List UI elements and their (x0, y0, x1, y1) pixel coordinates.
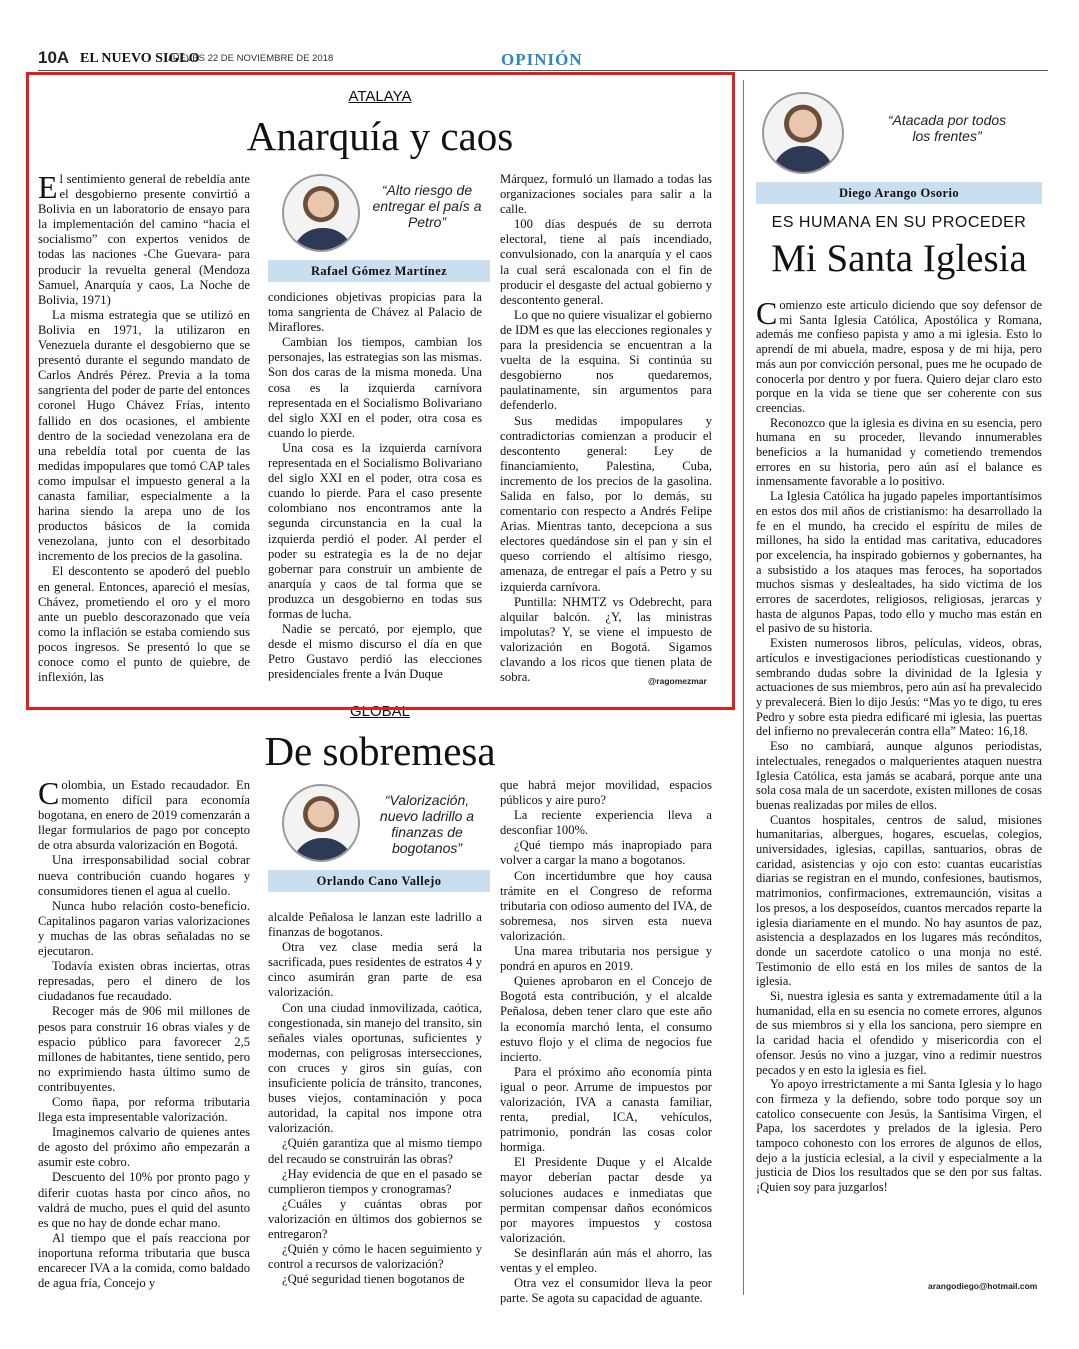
article2-author-name: Orlando Cano Vallejo (268, 870, 490, 892)
article2-paragraph: Descuento del 10% por pronto pago y diferir cuotas hasta por cinco años, no valdrá de mucho, pues el quid del asunto es que no hay de donde echar mano. (38, 1170, 250, 1230)
author-photo-icon (282, 784, 360, 862)
article2-paragraph: Como ñapa, por reforma tributaria llega esta impresentable valorización. (38, 1094, 250, 1125)
article2-paragraph: ¿Qué tiempo más inapropiado para volver a cargar la mano a bogotanos. (500, 838, 712, 868)
article1-pull-quote: “Alto riesgo de entregar el país a Petro” (372, 182, 482, 230)
article1-paragraph: Márquez, formuló un llamado a todas las organizaciones sociales para salir a la calle. (500, 172, 712, 217)
article1-paragraph: Cambian los tiempos, cambian los personajes, las estrategias son las mismas. Son dos caras de la misma moneda. Una cosa es la izquierda carnívora representada en el Socialismo Bolivariano del siglo XXI en el poder, otra cosa es cuando lo pierde. (268, 335, 482, 440)
article2-paragraph: La reciente experiencia lleva a desconfiar 100%. (500, 808, 712, 838)
article2-paragraph: ¿Quién y cómo le hacen seguimiento y control a recursos de valorización? (268, 1242, 482, 1272)
page-number: 10A (38, 48, 70, 67)
article2-paragraph: El Presidente Duque y el Alcalde mayor deberían pactar desde ya soluciones audaces e inmediatas que permitan compensar daños económicos por mayores impuestos y costosa valorización. (500, 1155, 712, 1245)
article2-paragraph: Se desinflarán aún más el ahorro, las ventas y el empleo. (500, 1245, 712, 1275)
article3-paragraph: La Iglesia Católica ha jugado papeles importantísimos en estos dos mil años de cristianismo: ha desarrollado la fe en el mundo, ha crecido el espíritu de miles de millones, ha sido la entidad mas caritativa, educadores por excelencia, ha inspirado gobiernos y gobernantes, ha a subsistido a los ataques mas feroces, ha soportados muchos sismas y deslealtades, ha sido victima de los errores de sacerdotes, religiosos, religiosas, jerarcas y hasta de algunos Papas, todo ello y mucho mas están en el pasivo de su historia. (756, 489, 1042, 636)
newspaper-name: EL NUEVO SIGLO (80, 51, 200, 66)
article2-paragraph: Otra vez el consumidor lleva la peor parte. Se agota su capacidad de aguante. (500, 1276, 712, 1306)
article3-paragraph: Existen numerosos libros, películas, videos, obras, artículos e investigaciones periodísticas cuestionando y sembrando dudas sobre la divinidad de la Iglesia y actuaciones de sus miembros, pero aún así ha prevalecido y prevalecerá. Bien lo dijo Jesús: “Mas yo te digo, tu eres Pedro y sobre esta piedra edificaré mi iglesia, las puertas del infierno no prevalecerán contra ella” Mateo: 16,18. (756, 636, 1042, 739)
masthead-rule (38, 70, 1048, 71)
article3-author-name: Diego Arango Osorio (756, 182, 1042, 204)
article3-paragraph: Cuantos hospitales, centros de salud, misiones humanitarias, albergues, hogares, escuelas, colegios, universidades, iglesias, capillas, santuarios, obras de caridad, asistencias y ojo con esto: cuantas eucaristías diarias se registran en el mundo, confesiones, bautismos, matrimonios, confirmaciones, extremaunción, visitas a los presos, a los desposeídos, cuantos mercados reparte la iglesia diariamente en el mundo. No hay asuntos de paz, asistencia a desplazados en los lugares más recónditos, donde un sacerdote catolico o una monja no esté. Testimonio de ello está en los miles de santos de la iglesia. (756, 812, 1042, 989)
article2-paragraph: Para el próximo año economía pinta igual o peor. Arrume de impuestos por valorización, IVA a canasta familiar, renta, predial, ICA, vehículos, patrimonio, pondrán las cosas color hormiga. (500, 1064, 712, 1155)
author-photo-icon (282, 174, 360, 252)
article2-paragraph: Nunca hubo relación costo-beneficio. Capitalinos pagaron varias valorizaciones y muchas de las obras señaladas no se ejecutaron. (38, 898, 250, 959)
article1-paragraph: El descontento se apoderó del pueblo en general. Entonces, apareció el mesías, Chávez, prometiendo el oro y el moro ante un pueblo descorazonado que veía como la inflación se estaba comiendo sus pocos ingresos. Se presentó lo que se conoce como el punto de quiebre, de inflexión, las (38, 564, 250, 685)
article1-paragraph: Lo que no quiere visualizar el gobierno de IDM es que las elecciones regionales y para la presidencia se encuentran a la vuelta de la esquina. Si continúa su desgobierno nos quedaremos, paulatinamente, sin argumentos para defenderlo. (500, 307, 712, 413)
article1-paragraph: Una cosa es la izquierda carnívora representada en el Socialismo Bolivariano del siglo XXI en el poder, otra cosa es cuando lo pierde. Para el caso presente colombiano nos encontramos ante la segunda circunstancia en la cual la izquierda perdió el poder. Al perder el poder su estrategia es la de no dejar gobernar para construir un ambiente de anarquía y caos de tal forma que se produzca un desgobierno en todas sus formas de lucha. (268, 440, 482, 621)
issue-date: JUEVES 22 DE NOVIEMBRE DE 2018 (168, 53, 334, 64)
article2-kicker: GLOBAL (349, 703, 411, 720)
article2-paragraph: Una irresponsabilidad social cobrar nueva contribución cuando hogares y consumidores tienen el agua al cuello. (38, 853, 250, 898)
article1-signature: @ragomezmar (648, 676, 707, 686)
article1-paragraph: Sus medidas impopulares y contradictorias comienzan a producir el descontento general: Ley de financiamiento, Palestina, Cuba, incremento de los precios de la gasolina. Salida en falso, por lo demás, su comentario con respecto a Andrés Felipe Arias. Mientras tanto, decepciona a sus electores quedándose sin el pan y sin el queso corriendo el altísimo riesgo, amenaza, de entregar el país a Petro y su izquierda carnívora. (500, 413, 712, 594)
article1-paragraph: Puntilla: NHMTZ vs Odebrecht, para alquilar balcón. ¿Y, las ministras impolutas? Y, se viene el impuesto de valorización en Bogotá. Sigamos clavando a los ricos que tienen plata de sobra. (500, 594, 712, 685)
article2-paragraph: Todavía existen obras inciertas, otras represadas, pero el dinero de los ciudadanos fue recaudado. (38, 959, 250, 1004)
article1-author-name: Rafael Gómez Martínez (268, 260, 490, 282)
article3-paragraph: Si, nuestra iglesia es santa y extremadamente útil a la humanidad, ella en su esencia no comete errores, algunos de sus miembros si y ella los sanciona, pero siempre en la caridad hacia el ofendido y misericordia con el ofensor. Jesús no vino a juzgar, vino a redimir nuestros pecados y en esto la iglesia es fiel. (756, 989, 1042, 1077)
article2-paragraph: Imaginemos calvario de quienes antes de agosto del próximo año empezarán a asumir este cobro. (38, 1125, 250, 1170)
article1-column-3 (500, 172, 712, 685)
article3-paragraph: Reconozco que la iglesia es divina en su esencia, pero humana en su proceder, llevando innumerables beneficios a la humanidad y cometiendo tremendos errores en su historia, pero aún así el balance es inmensamente favorable a lo positivo. (756, 415, 1042, 489)
dropcap: C (756, 295, 778, 331)
article2-paragraph: ¿Hay evidencia de que en el pasado se cumplieron tiempos y cronogramas? (268, 1166, 482, 1196)
article2-paragraph: que habrá mejor movilidad, espacios públicos y aire puro? (500, 778, 712, 808)
article1-column-2 (268, 290, 482, 682)
article3-paragraph: Eso no cambiará, aunque algunos periodistas, intelectuales, renegados o malquerientes ataquen nuestra Iglesia Católica, esta jamás se acabará, porque ante una sola cosa mala de un sacerdote, existen millones de cosas buenas realizadas por miles de ellos. (756, 739, 1042, 812)
author-photo-icon (762, 92, 844, 174)
article2-paragraph: Una marea tributaria nos persigue y pondrá en apuros en 2019. (500, 944, 712, 974)
article2-pull-quote: “Valorización, nuevo ladrillo a finanzas de bogotanos” (379, 792, 475, 856)
article2-author-box (268, 782, 490, 892)
column-divider (743, 80, 744, 1295)
article2-paragraph: Recoger más de 906 mil millones de pesos para construir 16 obras viales y de espacio público para favorecer 2,5 millones de habitantes, tiene sentido, pero no exprimiendo hasta último sumo de contribuyentes. (38, 1004, 250, 1094)
article2-paragraph: Con una ciudad inmovilizada, caótica, congestionada, sin manejo del transito, sin señales viales oportunas, suficientes y modernas, con peligrosas intersecciones, con cruces y giros sin guías, con insuficiente policía de tránsito, trancones, buses viejos, contaminación y poca autoridad, la capital nos impone otra valorización. (268, 1000, 482, 1136)
article1-paragraph: Nadie se percató, por ejemplo, que desde el mismo discurso el día en que Petro Gustavo perdió las elecciones presidenciales frente a Iván Duque (268, 622, 482, 682)
article2-paragraph: Quienes aprobaron en el Concejo de Bogotá esta contribución, y el alcalde Peñalosa, deben tener claro que este año la economía marchó lenta, el consumo estuvo flojo y el clima de negocios fue incierto. (500, 974, 712, 1064)
article2-paragraph: ¿Cuáles y cuántas obras por valorización en últimos dos gobiernos se entregaron? (268, 1196, 482, 1241)
article3-paragraph: Yo apoyo irrestrictamente a mi Santa Iglesia y lo hago con firmeza y la defiendo, sobre todo porque soy un catolico consecuente con Jesús, la Santísima Virgen, el Papa, los sacerdotes y prelados de la iglesia. Pero tampoco cohonesto con los errores de algunos de ellos, dejo a la justicia eclesial, a la civil y especialmente a la justicia de Dios los resultados que se den por sus faltas. ¡Quien soy para juzgarlos! (756, 1077, 1042, 1195)
article2-column-1 (38, 775, 250, 1291)
article1-column-1 (38, 169, 250, 685)
article3-title: Mi Santa Iglesia (771, 237, 1027, 280)
article1-author-box (268, 172, 490, 282)
article2-paragraph: Con incertidumbre que hoy causa trámite en el Congreso de reforma tributaria con odioso aumento del IVA, de sobremesa, nos sirven esta nueva valorización. (500, 868, 712, 943)
article3-paragraph: Comienzo este articulo diciendo que soy defensor de mi Santa Iglesia Católica, Apostólica y Romana, además me confieso papista y amo a mi iglesia. Esto lo aprendí de mi abuela, madre, esposa y de mi hija, pero más aun por convicción personal, pues me he ocupado de conocerla por dentro y por fuera. Quiero dejar claro esto porque en la vida se tiene que ser coherente con sus creencias. (756, 295, 1042, 415)
article3-body (756, 295, 1042, 1195)
article2-column-2 (268, 910, 482, 1287)
article2-column-3 (500, 778, 712, 1306)
article3-kicker: ES HUMANA EN SU PROCEDER (771, 214, 1027, 231)
article2-paragraph: alcalde Peñalosa le lanzan este ladrillo a finanzas de bogotanos. (268, 910, 482, 940)
article3-author-box (756, 86, 1042, 206)
article1-paragraph: La misma estrategia que se utilizó en Bolivia en 1971, la utilizaron en Venezuela durante el desgobierno que se presentó durante el segundo mandato de Carlos Andrés Pérez. Previa a la toma sangrienta del poder de parte del entonces coronel Hugo Chávez Frías, intento fallido en dos ocasiones, el ambiente dentro de la sociedad venezolana era de una rebeldía total por cuenta de las medidas impopulares que tomó CAP tales como impulsar el impuesto general a la canasta familiar, especialmente a la harina siendo la arepa uno de los productos básicos de la comida venezolana, junto con el desorbitado incremento de los precios de la gasolina. (38, 307, 250, 564)
article3-signature: arangodiego@hotmail.com (928, 1281, 1038, 1291)
masthead (38, 48, 1048, 70)
dropcap: E (38, 169, 58, 205)
article1-paragraph: condiciones objetivas propicias para la toma sangrienta de Chávez al Palacio de Miraflores. (268, 290, 482, 335)
article2-paragraph: Otra vez clase media será la sacrificada, pues residentes de estratos 4 y cinco asumirán gran parte de esa valorización. (268, 940, 482, 1000)
article2-title: De sobremesa (264, 728, 496, 774)
dropcap: C (38, 775, 60, 811)
article1-paragraph: El sentimiento general de rebeldía ante el desgobierno presente convirtió a Bolivia en un laboratorio de ensayo para la implementación del camino “hacia el socialismo” con expertos venidos de todas las naciones -Che Guevara- para producir la revuelta general (Mendoza Samuel, Anarquía y caos, La Noche de Bolivia, 1971) (38, 169, 250, 307)
article2-paragraph: ¿Qué seguridad tienen bogotanos de (282, 1272, 465, 1287)
article1-kicker: ATALAYA (348, 88, 412, 105)
article1-title: Anarquía y caos (246, 113, 514, 159)
article3-pull-quote: “Atacada por todos los frentes” (887, 112, 1007, 144)
section-title: OPINIÓN (501, 50, 583, 69)
article2-paragraph: ¿Quién garantiza que al mismo tiempo del recaudo se construirán las obras? (268, 1136, 482, 1166)
article2-paragraph: Colombia, un Estado recaudador. En momento difícil para economía bogotana, en enero de 2019 comenzarán a llegar formularios de pago por concepto de otra absurda valorización en Bogotá. (38, 775, 250, 853)
article1-paragraph: 100 días después de su derrota electoral, tiene al país incendiado, convulsionado, con la anarquía y el caos la cual será escalonada con el fin de producir el desgaste del actual gobierno y descontento general. (500, 217, 712, 307)
article2-paragraph: Al tiempo que el país reacciona por inoportuna reforma tributaria que busca encarecer IVA a la comida, como baldado de agua fría, Concejo y (38, 1230, 250, 1291)
